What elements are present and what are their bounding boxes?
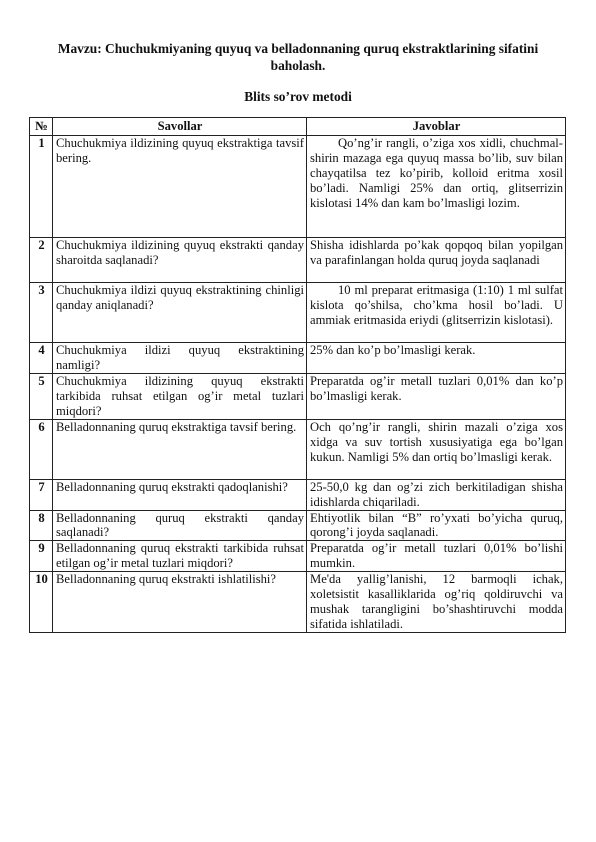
- answer-cell: Preparatda og’ir metall tuzlari 0,01% bo’lishi mumkin.: [307, 541, 566, 572]
- answer-cell: Me'da yallig’lanishi, 12 barmoqli ichak, xoletsistit kasalliklarida og’riq qoldiruvchi va mushak tarangligini bo’shashtiruvchi modda sifatida ishlatiladi.: [307, 572, 566, 633]
- document-subtitle: Blits so’rov metodi: [244, 89, 352, 104]
- question-cell: Chuchukmiya ildizining quyuq ekstrakti tarkibida ruhsat etilgan og’ir metal tuzlari miqdori?: [53, 373, 307, 419]
- table-row: [30, 572, 566, 633]
- question-cell: Belladonnaning quruq ekstrakti qadoqlanishi?: [53, 479, 307, 510]
- question-cell: Chuchukmiya ildizi quyuq ekstraktining namligi?: [53, 342, 307, 373]
- table-row: [30, 342, 566, 373]
- row-number: 10: [30, 572, 53, 633]
- question-cell: Chuchukmiya ildizi quyuq ekstraktining chinligi qanday aniqlanadi?: [53, 282, 307, 342]
- question-cell: Chuchukmiya ildizining quyuq ekstrakti qanday sharoitda saqlanadi?: [53, 237, 307, 282]
- row-number: 3: [30, 282, 53, 342]
- question-cell: Belladonnaning quruq ekstrakti ishlatilishi?: [53, 572, 307, 633]
- header-answers: Javoblar: [307, 118, 566, 136]
- table-row: [30, 479, 566, 510]
- table-row: [30, 373, 566, 419]
- row-number: 9: [30, 541, 53, 572]
- question-cell: Belladonnaning quruq ekstraktiga tavsif bering.: [53, 419, 307, 479]
- answer-cell: Qo’ng’ir rangli, o’ziga xos xidli, chuchmal-shirin mazaga ega quyuq massa bo’lib, suv bilan chayqatilsa tez ko’pirib, kolloid eritma xosil bo’ladi. Namligi 25% dan ortiq, glitserrizin kislotasi 14% dan kam bo’lmasligi lozim.: [307, 135, 566, 237]
- row-number: 6: [30, 419, 53, 479]
- row-number: 1: [30, 135, 53, 237]
- table-row: [30, 510, 566, 541]
- document-title: Mavzu: Chuchukmiyaning quyuq va belladonnaning quruq ekstraktlarining sifatini baholash.: [57, 41, 539, 73]
- row-number: 8: [30, 510, 53, 541]
- table-row: [30, 541, 566, 572]
- header-number: №: [30, 118, 53, 136]
- answer-cell: 25-50,0 kg dan og’zi zich berkitiladigan shisha idishlarda chiqariladi.: [307, 479, 566, 510]
- question-cell: Belladonnaning quruq ekstrakti tarkibida ruhsat etilgan og’ir metal tuzlari miqdori?: [53, 541, 307, 572]
- table-row: [30, 419, 566, 479]
- answer-cell: Och qo’ng’ir rangli, shirin mazali o’ziga xos xidga va suv tortish xususiyatiga ega bo’lgan kukun. Namligi 5% dan ortiq bo’lmasligi kerak.: [307, 419, 566, 479]
- row-number: 4: [30, 342, 53, 373]
- question-cell: Chuchukmiya ildizining quyuq ekstraktiga tavsif bering.: [53, 135, 307, 237]
- header-questions: Savollar: [53, 118, 307, 136]
- answer-cell: Preparatda og’ir metall tuzlari 0,01% dan ko’p bo’lmasligi kerak.: [307, 373, 566, 419]
- answer-cell: 10 ml preparat eritmasiga (1:10) 1 ml sulfat kislota qo’shilsa, cho’kma hosil bo’ladi. U ammiak eritmasida eriydi (glitserrizin kislotasi).: [307, 282, 566, 342]
- row-number: 5: [30, 373, 53, 419]
- answer-cell: Shisha idishlarda po’kak qopqoq bilan yopilgan va parafinlangan holda quruq joyda saqlanadi: [307, 237, 566, 282]
- blits-table: [29, 117, 566, 633]
- table-row: [30, 282, 566, 342]
- answer-cell: Ehtiyotlik bilan “B” ro’yxati bo’yicha quruq, qorong’i joyda saqlanadi.: [307, 510, 566, 541]
- table-row: [30, 237, 566, 282]
- row-number: 2: [30, 237, 53, 282]
- answer-cell: 25% dan ko’p bo’lmasligi kerak.: [307, 342, 566, 373]
- question-cell: Belladonnaning quruq ekstrakti qanday saqlanadi?: [53, 510, 307, 541]
- table-header-row: [30, 118, 566, 136]
- row-number: 7: [30, 479, 53, 510]
- table-row: [30, 135, 566, 237]
